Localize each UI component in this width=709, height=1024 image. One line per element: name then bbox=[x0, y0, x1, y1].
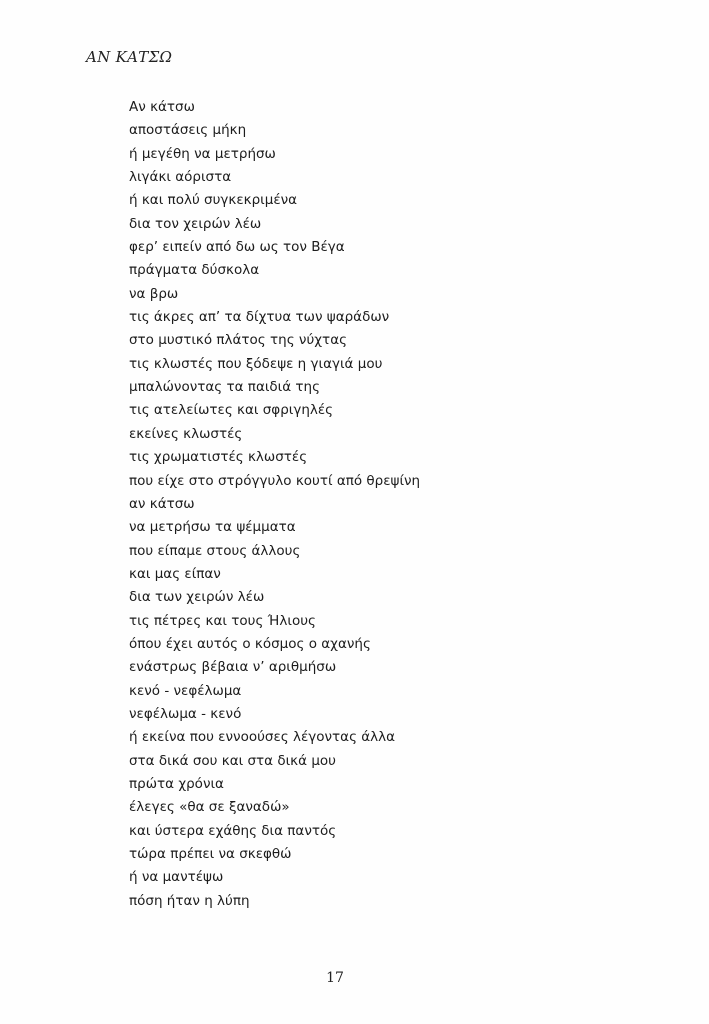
poem-line: τις κλωστές που ξόδεψε η γιαγιά μου bbox=[129, 355, 383, 372]
poem-line: που είχε στο στρόγγυλο κουτί από θρεψίνη bbox=[129, 472, 421, 489]
poem-line: πρώτα χρόνια bbox=[129, 775, 224, 792]
poem-line: μπαλώνοντας τα παιδιά της bbox=[129, 379, 321, 396]
poem-line: ή εκείνα που εννοούσες λέγοντας άλλα bbox=[129, 729, 396, 746]
poem-line: και ύστερα εχάθης δια παντός bbox=[129, 822, 337, 839]
poem-line: τις πέτρες και τους Ήλιους bbox=[129, 612, 316, 629]
poem-line: που είπαμε στους άλλους bbox=[129, 542, 301, 559]
poem-line: αν κάτσω bbox=[129, 495, 195, 512]
poem-line: έλεγες «θα σε ξαναδώ» bbox=[129, 799, 290, 816]
poem-line: τις ατελείωτες και σφριγηλές bbox=[129, 402, 334, 419]
poem-line: Αν κάτσω bbox=[129, 99, 195, 115]
poem-line: ή να μαντέψω bbox=[129, 869, 224, 886]
poem-line: ή μεγέθη να μετρήσω bbox=[129, 145, 276, 162]
page-number: 17 bbox=[326, 970, 344, 986]
poem-title: ΑΝ ΚΑΤΣΩ bbox=[86, 48, 173, 66]
poem-line: κενό - νεφέλωμα bbox=[129, 682, 242, 699]
poem-line: όπου έχει αυτός ο κόσμος ο αχανής bbox=[129, 635, 371, 652]
poem-line: αποστάσεις μήκη bbox=[129, 122, 247, 139]
poem-line: και μας είπαν bbox=[129, 565, 221, 582]
poem-line: ενάστρως βέβαια ν’ αριθμήσω bbox=[129, 659, 337, 676]
poem-line: φερ’ ειπείν από δω ως τον Βέγα bbox=[129, 239, 345, 256]
poem-line: να μετρήσω τα ψέμματα bbox=[129, 519, 296, 536]
poem-line: ή και πολύ συγκεκριμένα bbox=[129, 192, 298, 209]
poem-line: στα δικά σου και στα δικά μου bbox=[129, 752, 336, 769]
poem-line: τώρα πρέπει να σκεφθώ bbox=[129, 846, 292, 862]
poem-line: πόση ήταν η λύπη bbox=[129, 892, 250, 909]
poem-line: τις άκρες απ’ τα δίχτυα των ψαράδων bbox=[129, 309, 390, 326]
poem-line: λιγάκι αόριστα bbox=[129, 169, 232, 186]
poem-body bbox=[129, 96, 420, 913]
poem-line: πράγματα δύσκολα bbox=[129, 262, 260, 279]
poem-line: δια των χειρών λέω bbox=[129, 589, 265, 606]
poem-line: τις χρωματιστές κλωστές bbox=[129, 449, 308, 466]
poem-line: εκείνες κλωστές bbox=[129, 425, 243, 442]
poem-line: στο μυστικό πλάτος της νύχτας bbox=[129, 332, 348, 349]
poem-line: δια τον χειρών λέω bbox=[129, 215, 262, 232]
poem-line: να βρω bbox=[129, 285, 179, 302]
poem-line: νεφέλωμα - κενό bbox=[129, 705, 242, 722]
